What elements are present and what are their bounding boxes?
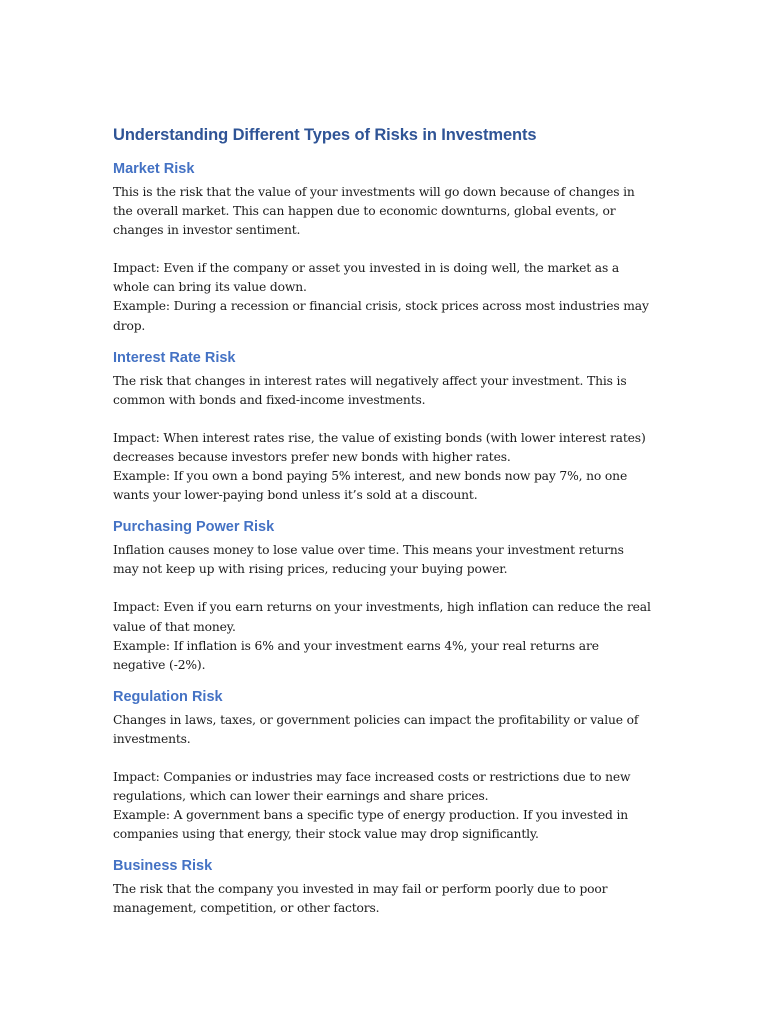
section-description: The risk that changes in interest rates will negatively affect your investment. This is common with bonds and fixed-income investments. [113, 373, 627, 407]
section-example: Example: During a recession or financial crisis, stock prices across most industries may drop. [113, 299, 649, 333]
section-example: Example: A government bans a specific type of energy production. If you invested in companies using that energy, their stock value may drop significantly. [113, 808, 628, 842]
section-description: The risk that the company you invested in may fail or perform poorly due to poor management, competition, or other factors. [113, 882, 608, 916]
paragraph-spacer [113, 579, 653, 598]
section-description: Changes in laws, taxes, or government policies can impact the profitability or value of investments. [113, 712, 639, 746]
section-heading: Business Risk [113, 858, 213, 875]
document-title: Understanding Different Types of Risks in Investments [113, 126, 537, 144]
section-regulation-risk [113, 688, 653, 845]
section-market-risk [113, 160, 653, 336]
paragraph-spacer [113, 240, 653, 259]
paragraph-spacer [113, 410, 653, 429]
section-business-risk [113, 857, 653, 918]
section-interest-rate-risk [113, 349, 653, 506]
section-impact: Impact: Even if you earn returns on your investments, high inflation can reduce the real value of that money. [113, 600, 651, 634]
section-impact: Impact: Companies or industries may face increased costs or restrictions due to new regulations, which can lower their earnings and share prices. [113, 769, 631, 804]
section-example: Example: If inflation is 6% and your investment earns 4%, your real returns are negative (-2%). [113, 638, 599, 672]
section-heading: Interest Rate Risk [113, 349, 236, 366]
section-heading: Market Risk [113, 161, 195, 177]
section-description: This is the risk that the value of your investments will go down because of changes in the overall market. This can happen due to economic downturns, global events, or changes in investor sentiment. [113, 185, 635, 238]
section-impact: Impact: When interest rates rise, the value of existing bonds (with lower interest rates) decreases because investors prefer new bonds with higher rates. [113, 430, 646, 464]
section-description: Inflation causes money to lose value over time. This means your investment returns may not keep up with rising prices, reducing your buying power. [113, 543, 624, 577]
section-heading: Regulation Risk [113, 688, 223, 705]
section-example: Example: If you own a bond paying 5% interest, and new bonds now pay 7%, no one wants your lower-paying bond unless it’s sold at a discount. [113, 469, 628, 503]
section-heading: Purchasing Power Risk [113, 519, 275, 536]
document-page [113, 125, 653, 932]
paragraph-spacer [113, 749, 653, 768]
section-impact: Impact: Even if the company or asset you invested in is doing well, the market as a whole can bring its value down. [113, 261, 620, 295]
section-purchasing-power-risk [113, 518, 653, 675]
